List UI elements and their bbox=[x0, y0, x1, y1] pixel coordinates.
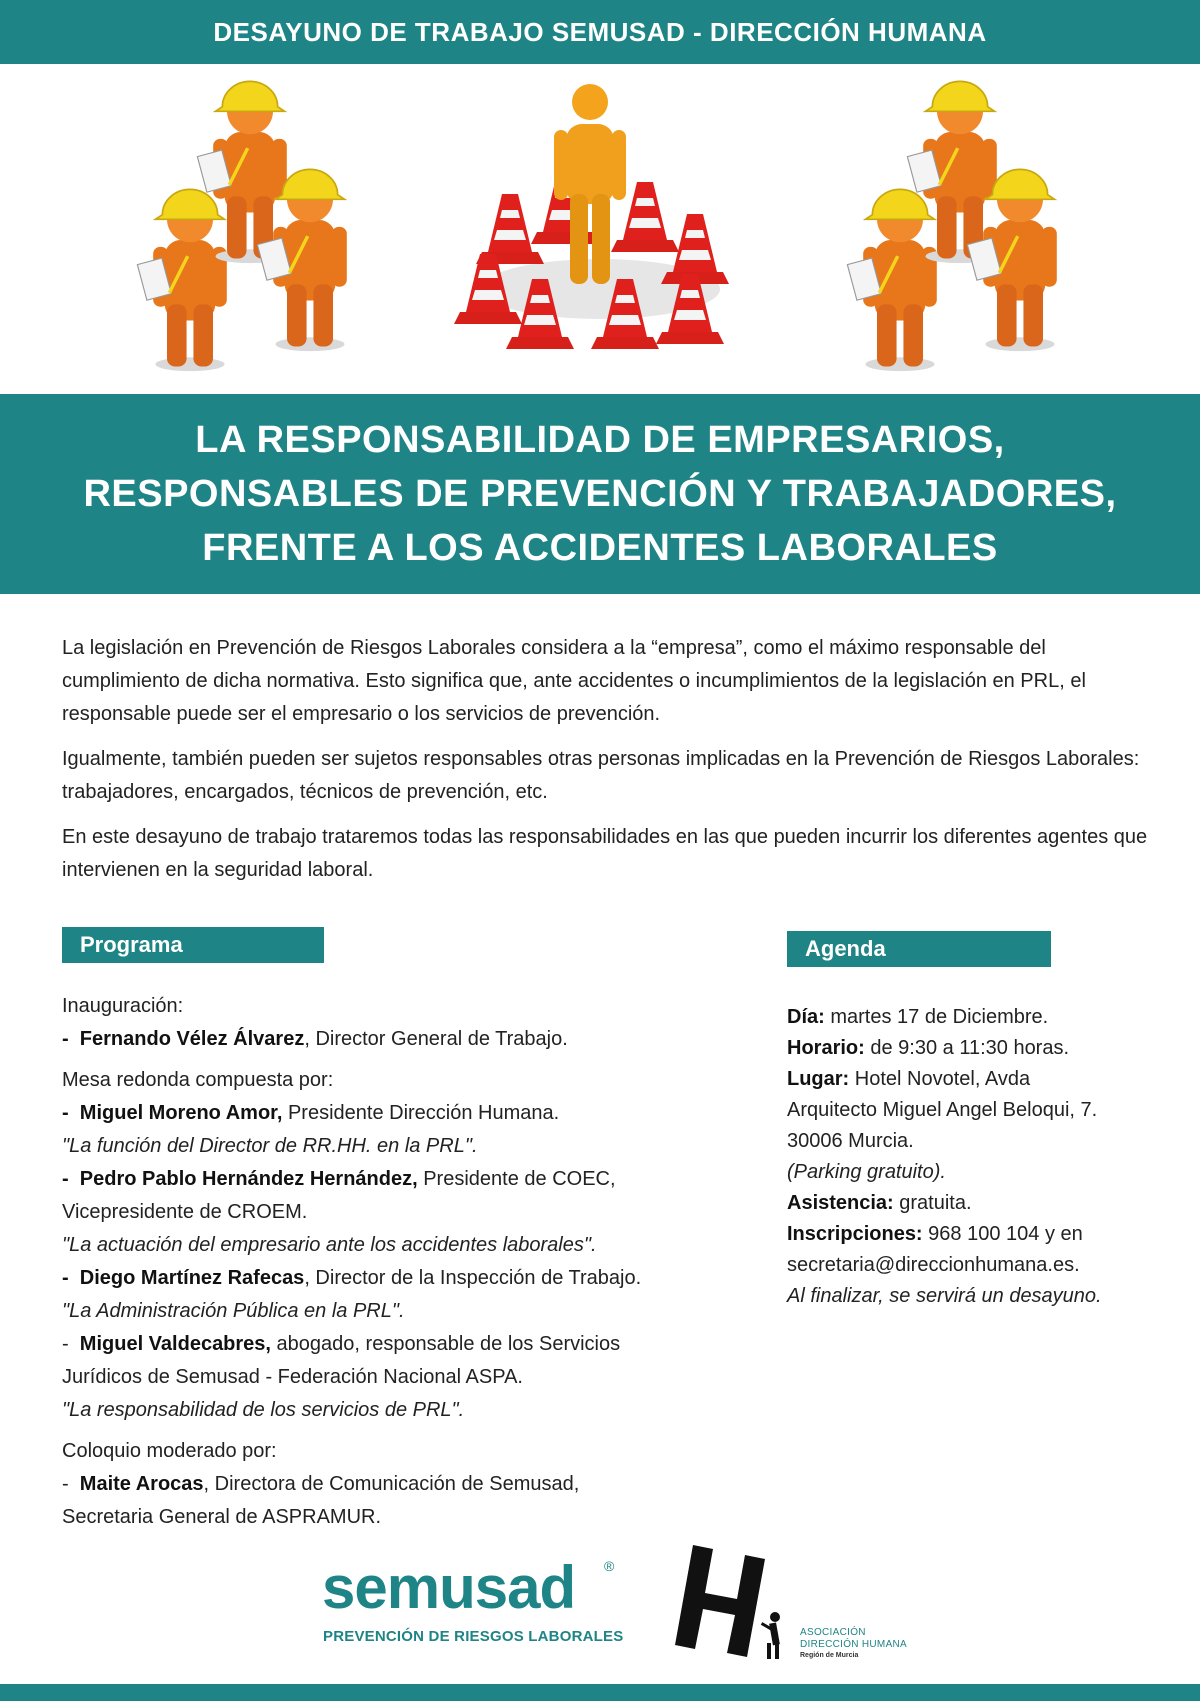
agenda-heading bbox=[787, 931, 1051, 967]
program-speaker bbox=[62, 1468, 742, 1501]
speaker-name: Miguel Valdecabres, bbox=[79, 1333, 271, 1355]
event-header bbox=[0, 0, 1200, 64]
dash: - bbox=[62, 1028, 69, 1050]
speaker-role: , Directora de Comunicación de Semusad, bbox=[203, 1473, 580, 1495]
agenda-parking: (Parking gratuito). bbox=[787, 1161, 946, 1183]
adh-logo-line: ASOCIACIÓN bbox=[800, 1627, 866, 1638]
speaker-role: abogado, responsable de los Servicios bbox=[271, 1333, 621, 1355]
talk-title: "La responsabilidad de los servicios de PRL". bbox=[62, 1399, 465, 1421]
speaker-role: , Director General de Trabajo. bbox=[304, 1028, 568, 1050]
agenda-registration: Inscripciones: 968 100 104 y en bbox=[787, 1223, 1083, 1245]
event-header-title: DESAYUNO DE TRABAJO SEMUSAD - DIRECCIÓN HUMANA bbox=[213, 16, 987, 47]
semusad-registered-mark: ® bbox=[604, 1558, 615, 1574]
agenda-place: Lugar: Hotel Novotel, Avda bbox=[787, 1068, 1031, 1090]
intro-paragraph: Igualmente, también pueden ser sujetos responsables otras personas implicadas en la Prevención de Riesgos Laborales: trabajadores, encargados, técnicos de prevención, etc. bbox=[62, 748, 1140, 803]
speaker-role: Presidente de COEC, bbox=[417, 1168, 616, 1190]
program-speaker bbox=[62, 1328, 742, 1361]
main-title-line: LA RESPONSABILIDAD DE EMPRESARIOS, bbox=[195, 419, 1005, 461]
agenda-heading-label: Agenda bbox=[805, 936, 886, 961]
speaker-role: Presidente Dirección Humana. bbox=[282, 1102, 560, 1124]
adh-logo-line: DIRECCIÓN HUMANA bbox=[800, 1639, 908, 1650]
agenda-attendance: Asistencia: gratuita. bbox=[787, 1192, 972, 1214]
program-heading-label: Programa bbox=[80, 932, 183, 957]
program-speaker bbox=[62, 1023, 742, 1056]
dash: - bbox=[62, 1168, 69, 1190]
agenda-note: Al finalizar, se servirá un desayuno. bbox=[787, 1285, 1102, 1307]
agenda-place-line: Arquitecto Miguel Angel Beloqui, 7. bbox=[787, 1099, 1098, 1121]
program-round-table bbox=[62, 1064, 742, 1427]
program-speaker bbox=[62, 1097, 742, 1130]
workers-illustration bbox=[0, 64, 1200, 394]
program-speaker bbox=[62, 1163, 742, 1196]
talk-title: "La Administración Pública en la PRL". bbox=[62, 1300, 405, 1322]
speaker-name: Diego Martínez Rafecas bbox=[79, 1267, 305, 1289]
intro-paragraph: La legislación en Prevención de Riesgos Laborales considera a la “empresa”, como el máximo responsable del cumplimiento de dicha normativa. Esto significa que, ante accidentes o incumplimientos de la legislación en PRL, el responsable puede ser el empresario o los servicios de prevención. bbox=[62, 637, 1086, 725]
speaker-name: Miguel Moreno Amor, bbox=[79, 1102, 283, 1124]
program-label: Inauguración: bbox=[62, 995, 184, 1017]
intro-text bbox=[62, 632, 1152, 899]
dash: - bbox=[62, 1267, 69, 1289]
talk-title: "La función del Director de RR.HH. en la PRL". bbox=[62, 1135, 478, 1157]
speaker-role: Jurídicos de Semusad - Federación Nacional ASPA. bbox=[62, 1366, 523, 1388]
speaker-role: Vicepresidente de CROEM. bbox=[62, 1201, 308, 1223]
speaker-name: Maite Arocas bbox=[79, 1473, 204, 1495]
agenda-time: Horario: de 9:30 a 11:30 horas. bbox=[787, 1037, 1070, 1059]
dash: - bbox=[62, 1473, 69, 1495]
agenda-details bbox=[787, 1002, 1187, 1312]
main-title-line: FRENTE A LOS ACCIDENTES LABORALES bbox=[202, 527, 998, 569]
program-label: Coloquio moderado por: bbox=[62, 1440, 277, 1462]
semusad-logo-name: semusad bbox=[322, 1554, 576, 1621]
program-inauguration bbox=[62, 990, 742, 1056]
footer-bar bbox=[0, 1684, 1200, 1701]
semusad-logo-tagline: PREVENCIÓN DE RIESGOS LABORALES bbox=[323, 1628, 624, 1645]
program-list bbox=[62, 990, 742, 1542]
main-title-line: RESPONSABLES DE PREVENCIÓN Y TRABAJADORES, bbox=[83, 473, 1117, 515]
dash: - bbox=[62, 1333, 69, 1355]
intro-paragraph: En este desayuno de trabajo trataremos todas las responsabilidades en las que pueden incurrir los diferentes agentes que intervienen en la seguridad laboral. bbox=[62, 826, 1148, 881]
speaker-name: Pedro Pablo Hernández Hernández, bbox=[79, 1168, 418, 1190]
talk-title: "La actuación del empresario ante los accidentes laborales". bbox=[62, 1234, 597, 1256]
speaker-role: Secretaria General de ASPRAMUR. bbox=[62, 1506, 382, 1528]
agenda-place-line: 30006 Murcia. bbox=[787, 1130, 914, 1152]
speaker-role: , Director de la Inspección de Trabajo. bbox=[304, 1267, 642, 1289]
program-label: Mesa redonda compuesta por: bbox=[62, 1069, 334, 1091]
agenda-email: secretaria@direccionhumana.es. bbox=[787, 1254, 1080, 1276]
program-heading bbox=[62, 927, 324, 963]
agenda-day: Día: martes 17 de Diciembre. bbox=[787, 1006, 1049, 1028]
dash: - bbox=[62, 1102, 69, 1124]
program-speaker bbox=[62, 1262, 742, 1295]
direccion-humana-h-icon bbox=[675, 1545, 795, 1665]
speaker-name: Fernando Vélez Álvarez bbox=[79, 1028, 305, 1050]
adh-logo-region: Región de Murcia bbox=[800, 1652, 859, 1659]
program-colloquium bbox=[62, 1435, 742, 1534]
main-title-banner bbox=[0, 394, 1200, 594]
